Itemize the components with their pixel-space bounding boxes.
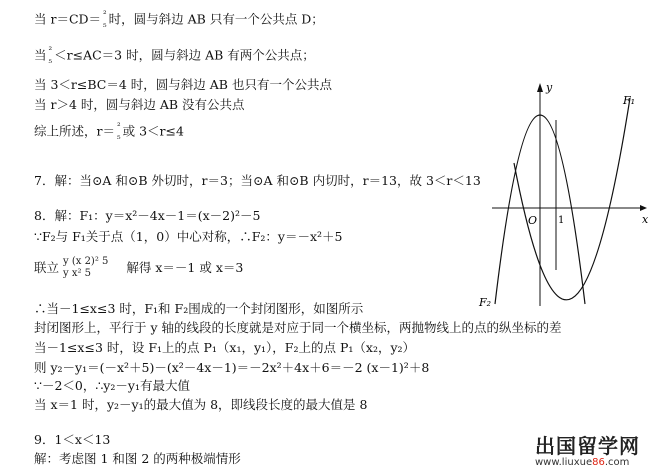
line-points: 当－1≤x≤3 时，设 F₁上的点 P₁（x₁，y₁），F₂上的点 P₁（x₂，y₂） [34, 340, 416, 355]
line-r-equals-cd [34, 10, 324, 30]
watermark-url: www.liuxue86.com [535, 457, 630, 468]
f1-label: F₁ [623, 94, 636, 107]
problem-9: 9．1＜x＜13 [34, 432, 111, 447]
equation-system: y (x 2)² 5 y x² 5 [63, 256, 109, 279]
line-closed-figure: ∴当－1≤x≤3 时，F₁和 F₂围成的一个封闭图形，如图所示 [34, 301, 364, 316]
fraction-placeholder: ² ₅ [48, 46, 53, 66]
x-axis-arrow-icon [640, 205, 647, 211]
text: 当 [34, 47, 47, 63]
text: 综上所述，r＝ [34, 123, 115, 139]
origin-label: O [528, 214, 538, 227]
text: 当 r＝CD＝ [34, 11, 102, 27]
problem-7: 7．解：当⊙A 和⊙B 外切时，r＝3；当⊙A 和⊙B 内切时，r＝13，故 3＜r＜13 [34, 173, 481, 188]
problem-9-explanation: 解：考虑图 1 和图 2 的两种极端情形 [34, 451, 241, 466]
line-two-points [34, 46, 315, 66]
text: 时，圆与斜边 AB 只有一个公共点 D； [108, 11, 324, 27]
text: 或 3＜r≤4 [122, 123, 184, 139]
line-summary [34, 122, 184, 142]
problem-8-f2: ∵F₂与 F₁关于点（1，0）中心对称，∴F₂：y＝－x²＋5 [34, 229, 343, 244]
f2-label: F₂ [479, 296, 492, 309]
line-one-point: 当 3＜r≤BC＝4 时，圆与斜边 AB 也只有一个公共点 [34, 77, 332, 92]
line-no-point: 当 r＞4 时，圆与斜边 AB 没有公共点 [34, 97, 245, 112]
y-axis-label: y [546, 81, 553, 94]
parabola-f1 [514, 98, 630, 300]
line-simultaneous [34, 256, 243, 280]
watermark-logo [535, 436, 665, 474]
fraction-placeholder: ² ₅ [116, 122, 121, 142]
tick-label-one: 1 [558, 215, 565, 226]
text: 解得 x＝－1 或 x＝3 [126, 259, 244, 275]
text: ＜r≤AC＝3 时，圆与斜边 AB 有两个公共点； [54, 47, 315, 63]
line-max-exists: ∵－2＜0，∴y₂－y₁有最大值 [34, 378, 190, 393]
problem-8-f1: 8．解：F₁：y＝x²－4x－1＝(x－2)²－5 [34, 208, 261, 223]
watermark-title: 出国留学网 [535, 434, 640, 458]
fraction-placeholder: ² ₅ [103, 10, 107, 30]
line-segment-length: 封闭图形上，平行于 y 轴的线段的长度就是对应于同一个横坐标，两抛物线上的点的纵坐标的差 [34, 320, 562, 335]
x-axis-label: x [642, 213, 649, 226]
y-axis-arrow-icon [537, 83, 543, 92]
line-max-value: 当 x＝1 时，y₂－y₁的最大值为 8，即线段长度的最大值是 8 [34, 397, 368, 412]
line-difference: 则 y₂－y₁＝(－x²＋5)－(x²－4x－1)＝－2x²＋4x＋6＝－2 (x－1)²＋8 [34, 360, 430, 375]
parabola-graph [472, 78, 652, 310]
text: 联立 [34, 259, 60, 275]
